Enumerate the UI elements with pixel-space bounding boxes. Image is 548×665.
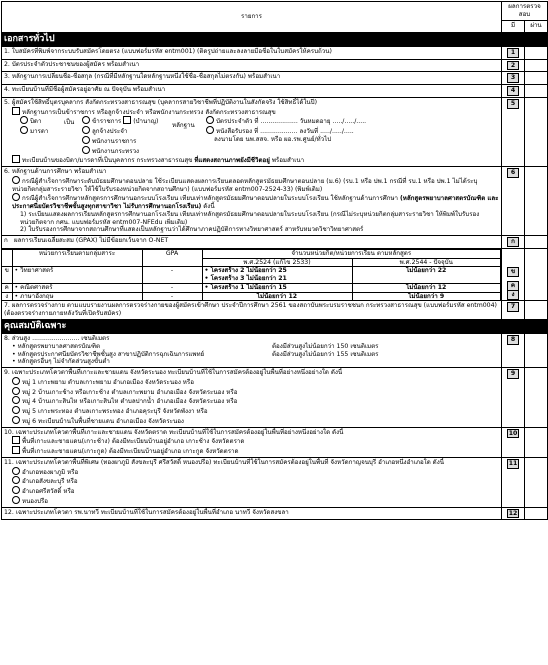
checkbox[interactable] bbox=[123, 116, 131, 124]
radio[interactable] bbox=[206, 126, 214, 134]
pass-cell[interactable] bbox=[525, 85, 548, 98]
radio[interactable] bbox=[206, 116, 214, 124]
radio[interactable] bbox=[12, 396, 20, 404]
pass-cell[interactable] bbox=[525, 59, 548, 72]
row-5: 5. ผู้สมัครใช้สิทธิ์บุตรบุคลากร สังกัดกระทรวงสาธารณสุข (บุคลากรสายวิชาชีพที่ปฏิบัติงานในสังกัดจริง ใช้สิทธิ์ได้ในปี) หลักฐานการเป็นข้าราชการ หรือลูกจ้างประจำ หรือพนักงานกระทรวง สังกัดกระทรวงสาธารณสุข บิดา มารดา เป็น ข้าราชการ (บำนาญ) ลูกจ้างประจำ พนักงานราชการ พนักงานกระทรวง หลักฐาน บัตรประจำตัว ที่ ................... วันหมดอายุ ...../...../..... หนังสือรับรอง ที่ ................... ลงวันที่ ...../...../..... ลงนามโดย นพ.สสจ. หรือ ผอ.รพ.ศูนย์/ทั่วไป ทะเบียนบ้านของบิดา/มารดาที่เป็นบุคลากร กระทรวงสาธารณสุข ที่แสดงสถานภาพยังมีชีวิตอยู่ พร้อมสำเนา 5 bbox=[2, 97, 548, 166]
gpa-row-math: ค • คณิตศาสตร์ - • โครงสร้าง 1 ไม่น้อยกว่า 15 ไม่น้อยกว่า 12 bbox=[2, 283, 501, 292]
pass-cell[interactable] bbox=[525, 72, 548, 85]
code-box: 8 bbox=[507, 335, 519, 345]
radio[interactable] bbox=[82, 136, 90, 144]
code-box: 5 bbox=[507, 99, 519, 109]
checkbox[interactable] bbox=[12, 155, 20, 163]
fail-header: มี bbox=[502, 20, 525, 32]
row-12: 12. เฉพาะประเภทโควตา รพ.นาทวี ทะเบียนบ้านที่ใช้ในการสมัครต้องอยู่ในพื้นที่อำเภอ นาทวี จังหวัดสงขลา 12 bbox=[2, 507, 548, 520]
row-text: ใบสมัครที่พิมพ์จากระบบรับสมัครโดยตรง (แบบฟอร์มรหัส entm001) (ติดรูปถ่ายและลงลายมือชื่อในใบสมัครให้ครบถ้วน) bbox=[11, 47, 332, 55]
code-box: 11 bbox=[508, 459, 518, 467]
radio[interactable] bbox=[12, 387, 20, 395]
pass-header: ผ่าน bbox=[525, 20, 548, 32]
radio[interactable] bbox=[12, 486, 20, 494]
row-gpax: ก ผลการเรียนเฉลี่ยสะสม (GPAX) ไม่มีข้อยกเว้นจาก O-NET ก bbox=[2, 236, 548, 249]
radio[interactable] bbox=[12, 406, 20, 414]
items-header: รายการ bbox=[2, 2, 502, 33]
code-box: 1 bbox=[507, 48, 519, 58]
checkbox[interactable] bbox=[12, 446, 20, 454]
row-gpa-table: หน่วยการเรียนตามกลุ่มสาระ GPA จำนวนหน่วยกิต/หน่วยการเรียน ตามหลักสูตร พ.ศ.2524 (แก้ไข 2533) พ.ศ.2544 - ปัจจุบัน ข • วิทยาศาสตร์ - • โครงสร้าง 2 ไม่น้อยกว่า 25 • โครงสร้าง 3 ไม่น้อยกว่า 21 ไม่น้อยกว่า 22 ค • คณิตศาสตร์ - • โครงสร้าง 1 ไม่น้อยกว่า 15 ไม่น้อยกว่า 12 ง • ภาษาอังกฤษ - ไม่น้อยกว่า 12 ไม่น้อยกว่า 9 ข ค ง bbox=[2, 248, 548, 301]
pass-cell[interactable] bbox=[525, 507, 548, 520]
code-box: 2 bbox=[507, 61, 519, 71]
code-box: 6 bbox=[507, 168, 519, 178]
pass-cell[interactable] bbox=[525, 248, 548, 301]
pass-cell[interactable] bbox=[525, 46, 548, 59]
gpa-row-science: ข • วิทยาศาสตร์ - • โครงสร้าง 2 ไม่น้อยกว่า 25 • โครงสร้าง 3 ไม่น้อยกว่า 21 ไม่น้อยกว่า 22 bbox=[2, 267, 501, 284]
row-3: 3. หลักฐานการเปลี่ยนชื่อ-ชื่อสกุล (กรณีที่มีหลักฐานใดหลักฐานหนึ่งใช้ชื่อ-ชื่อสกุลไม่ตรงกัน) พร้อมสำเนา 3 bbox=[2, 72, 548, 85]
pass-cell[interactable] bbox=[525, 236, 548, 249]
row-4: 4. ทะเบียนบ้านที่มีชื่อผู้สมัครอยู่อาศัย ณ ปัจจุบัน พร้อมสำเนา 4 bbox=[2, 85, 548, 98]
header-row-1 bbox=[2, 2, 548, 21]
pass-cell[interactable] bbox=[525, 368, 548, 428]
pass-cell[interactable] bbox=[525, 334, 548, 368]
radio[interactable] bbox=[12, 193, 20, 201]
radio[interactable] bbox=[12, 416, 20, 424]
row-2: 2. บัตรประจำตัวประชาชนของผู้สมัคร พร้อมสำเนา 2 bbox=[2, 59, 548, 72]
pass-cell[interactable] bbox=[525, 301, 548, 320]
section-specific: คุณสมบัติเฉพาะ bbox=[2, 319, 548, 333]
gpa-row-english: ง • ภาษาอังกฤษ - ไม่น้อยกว่า 12 ไม่น้อยกว่า 9 bbox=[2, 292, 501, 300]
radio[interactable] bbox=[12, 496, 20, 504]
radio[interactable] bbox=[20, 116, 28, 124]
code-box: 12 bbox=[508, 509, 518, 517]
code-box: ก bbox=[507, 237, 519, 247]
code-box: 9 bbox=[507, 369, 519, 379]
pass-cell[interactable] bbox=[525, 167, 548, 236]
radio[interactable] bbox=[20, 126, 28, 134]
code-box: 4 bbox=[507, 86, 519, 96]
radio[interactable] bbox=[82, 146, 90, 154]
gpa-table: หน่วยการเรียนตามกลุ่มสาระ GPA จำนวนหน่วยกิต/หน่วยการเรียน ตามหลักสูตร พ.ศ.2524 (แก้ไข 2533) พ.ศ.2544 - ปัจจุบัน ข • วิทยาศาสตร์ - • โครงสร้าง 2 ไม่น้อยกว่า 25 • โครงสร้าง 3 ไม่น้อยกว่า 21 ไม่น้อยกว่า 22 ค • คณิตศาสตร์ - • โครงสร้าง 1 ไม่น้อยกว่า 15 ไม่น้อยกว่า 12 ง • ภาษาอังกฤษ - ไม่น้อยกว่า 12 ไม่น้อยกว่า 9 bbox=[2, 249, 501, 301]
section-general: เอกสารทั่วไป bbox=[2, 32, 548, 46]
row-7: 7. ผลการตรวจร่างกาย ตามแบบรายงานผลการตรวจร่างกายของผู้สมัครเข้าศึกษา ประจำปีการศึกษา 2561 ของสถาบันพระบรมราชชนก กระทรวงสาธารณสุข (แบบฟอร์มรหัส entm004) (ต้องตรวจร่างกายภายหลังวันที่เปิดรับสมัคร) 7 bbox=[2, 301, 548, 320]
radio[interactable] bbox=[12, 377, 20, 385]
radio[interactable] bbox=[12, 476, 20, 484]
row-10: 10. เฉพาะประเภทโควตาพื้นที่เกาะและชายแดน จังหวัดตราด ทะเบียนบ้านที่ใช้ในการสมัครต้องอยู่ในพื้นที่อย่างหนึ่งอย่างใด ดังนี้ พื้นที่เกาะและชายแดน(เกาะช้าง) ต้องมีทะเบียนบ้านอยู่อำเภอ เกาะช้าง จังหวัดตราด พื้นที่เกาะและชายแดน(เกาะกูด) ต้องมีทะเบียนบ้านอยู่อำเภอ เกาะกูด จังหวัดตราด 10 bbox=[2, 427, 548, 457]
radio[interactable] bbox=[12, 176, 20, 184]
row-11: 11. เฉพาะประเภทโควตาพื้นที่พิเศษ (ทองผาภูมิ สังขละบุรี ศรีสวัสดิ์ หนองปรือ) ทะเบียนบ้านที่ใช้ในการสมัครต้องอยู่ในพื้นที่ จังหวัดกาญจนบุรี อำเภอหนึ่งอำเภอใด ดังนี้ อำเภอทองผาภูมิ หรือ อำเภอสังขละบุรี หรือ อำเภอศรีสวัสดิ์ หรือ หนองปรือ 11 bbox=[2, 457, 548, 507]
result-header: ผลการตรวจสอบ bbox=[502, 2, 548, 21]
pass-cell[interactable] bbox=[525, 427, 548, 457]
code-box: 7 bbox=[507, 302, 519, 312]
checklist-table bbox=[1, 1, 548, 520]
code-box: 10 bbox=[508, 429, 518, 437]
row-1: 1. ใบสมัครที่พิมพ์จากระบบรับสมัครโดยตรง (แบบฟอร์มรหัส entm001) (ติดรูปถ่ายและลงลายมือชื่อในใบสมัครให้ครบถ้วน) 1 bbox=[2, 46, 548, 59]
checkbox[interactable] bbox=[12, 107, 20, 115]
radio[interactable] bbox=[12, 467, 20, 475]
radio[interactable] bbox=[82, 116, 90, 124]
row-9: 9. เฉพาะประเภทโควตาพื้นที่เกาะและชายแดน จังหวัดระนอง ทะเบียนบ้านที่ใช้ในการสมัครต้องอยู่ในพื้นที่อย่างหนึ่งอย่างใด ดังนี้ หมู่ 1 เกาะพยาม ตำบลเกาะพยาม อำเภอเมือง จังหวัดระนอง หรือ หมู่ 2 บ้านเกาะช้าง หรือเกาะช้าง ตำบลเกาะพยาม อำเภอเมือง จังหวัดระนอง หรือ หมู่ 4 บ้านเกาะสินไห หรือเกาะสินไห ตำบลปากน้ำ อำเภอเมือง จังหวัดระนอง หรือ หมู่ 5 เกาะพระทอง ตำบลเกาะพระทอง อำเภอคุระบุรี จังหวัดพังงา หรือ หมู่ 6 ทะเบียนบ้านในพื้นที่ชายแดน อำเภอเมือง จังหวัดระนอง 9 bbox=[2, 368, 548, 428]
checklist-sheet bbox=[1, 1, 547, 520]
checkbox[interactable] bbox=[12, 436, 20, 444]
code-box: 3 bbox=[507, 73, 519, 83]
pass-cell[interactable] bbox=[525, 457, 548, 507]
row-6: 6. หลักฐานด้านการศึกษา พร้อมสำเนา กรณีผู้สำเร็จการศึกษาระดับมัธยมศึกษาตอนปลาย ใช้ระเบียนแสดงผลการเรียนตลอดหลักสูตรมัธยมศึกษาตอนปลาย (ม.6) (รบ.1 หรือ ปพ.1 กรณีที่ รบ.1 หรือ ปพ.1 ไม่ได้ระบุหน่วยกิตกลุ่มสาระรายวิชา ให้ใช้ใบรับรองหน่วยกิตจากสถานศึกษา) (แบบฟอร์มรหัส entm007-2524-33) (พิมพ์เติม) กรณีผู้สำเร็จการศึกษาหลักสูตรการศึกษานอกระบบโรงเรียน เทียบเท่าหลักสูตรมัธยมศึกษาตอนปลายในระบบโรงเรียน ใช้หลักฐานด้านการศึกษา (หลักสูตรพยาบาลศาสตรบัณฑิต และประกาศนียบัตรวิชาชีพขั้นสูงทุกสาขาวิชา ไม่รับการศึกษานอกโรงเรียน) ดังนี้ 1) ระเบียนแสดงผลการเรียนหลักสูตรการศึกษานอกโรงเรียน เทียบเท่าหลักสูตรมัธยมศึกษาตอนปลายในระบบโรงเรียน (กรณีไม่ระบุหน่วยกิตกลุ่มสาระรายวิชา ให้พิมพ์ใบรับรองหน่วยกิตจาก กศน. แบบฟอร์มรหัส entm007-NFEdu เพิ่มเติม) 2) ใบรับรองการศึกษาจากสถานศึกษาที่แสดงเป็นหลักฐานว่าได้ศึกษาภาคปฏิบัติการทางวิทยาศาสตร์ สาหรับหมวดวิชาวิทยาศาสตร์ 6 bbox=[2, 167, 548, 236]
pass-cell[interactable] bbox=[525, 97, 548, 166]
row-8: 8. ส่วนสูง ........................ เซนติเมตร • หลักสูตรพยาบาลศาสตรบัณฑิต ต้องมีส่วนสูงไม่น้อยกว่า 150 เซนติเมตร • หลักสูตรประกาศนียบัตรวิชาชีพชั้นสูง สาขาปฏิบัติการฉุกเฉินการแพทย์ ต้องมีส่วนสูงไม่น้อยกว่า 155 เซนติเมตร • หลักสูตรอื่นๆ ไม่จำกัดส่วนสูงขั้นต่ำ 8 bbox=[2, 334, 548, 368]
radio[interactable] bbox=[82, 126, 90, 134]
